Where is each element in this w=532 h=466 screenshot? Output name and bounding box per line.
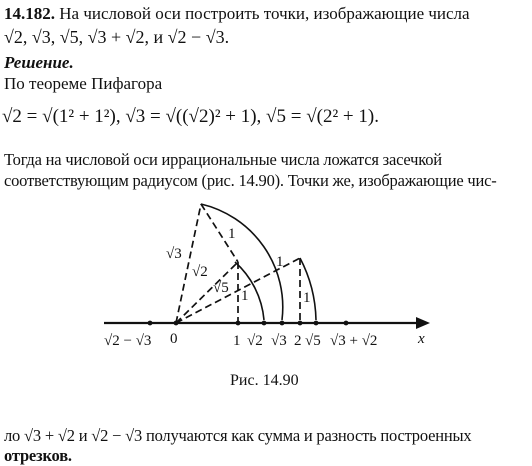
- axis-arrow-icon: [416, 317, 430, 329]
- axis-label: x: [418, 331, 425, 347]
- label-seg-one-d: 1: [303, 290, 311, 306]
- point-sqrt3: [280, 321, 285, 326]
- arc-sqrt5: [300, 258, 316, 320]
- label-seg-one-a: 1: [228, 226, 236, 242]
- label-sqrt3: √3: [271, 333, 287, 349]
- arc-sqrt2: [235, 262, 264, 320]
- label-two: 2: [294, 333, 302, 349]
- point-sqrt2: [262, 321, 267, 326]
- paragraph-2-line-2: отрезков.: [4, 446, 72, 465]
- arcs: [201, 204, 316, 320]
- point-sqrt5: [314, 321, 319, 326]
- label-seg-sqrt3: √3: [166, 246, 182, 262]
- label-sqrt2: √2: [247, 333, 263, 349]
- point-sqrt2-minus-sqrt3: [148, 321, 153, 326]
- label-sqrt3-plus-sqrt2: √3 + √2: [330, 333, 378, 349]
- problem-number: 14.182.: [4, 4, 55, 23]
- label-one: 1: [233, 333, 241, 349]
- solution-label: Решение.: [4, 53, 74, 72]
- problem-line-2: √2, √3, √5, √3 + √2, и √2 − √3.: [4, 27, 230, 47]
- equation: √2 = √(1² + 1²), √3 = √((√2)² + 1), √5 = √(2² + 1).: [2, 106, 379, 127]
- label-sqrt5: √5: [305, 333, 321, 349]
- label-seg-sqrt2: √2: [192, 264, 208, 280]
- label-seg-sqrt5: √5: [213, 280, 229, 296]
- figure-caption: Рис. 14.90: [230, 372, 299, 389]
- point-two: [298, 321, 303, 326]
- point-sqrt3-plus-sqrt2: [344, 321, 349, 326]
- paragraph-2-line-1: ло √3 + √2 и √2 − √3 получаются как сумма и разность построенных: [4, 426, 472, 445]
- pythagoras-text: По теореме Пифагора: [4, 74, 163, 93]
- label-sqrt2-minus-sqrt3: √2 − √3: [104, 333, 152, 349]
- label-origin: 0: [170, 331, 178, 347]
- label-seg-one-c: 1: [276, 254, 284, 270]
- paragraph-1-line-2: соответствующим радиусом (рис. 14.90). Точки же, изображающие чис-: [4, 171, 497, 190]
- problem-statement: На числовой оси построить точки, изображающие числа: [59, 4, 470, 23]
- label-seg-one-b: 1: [241, 288, 249, 304]
- paragraph-1-line-1: Тогда на числовой оси иррациональные числа ложатся засечкой: [4, 150, 442, 169]
